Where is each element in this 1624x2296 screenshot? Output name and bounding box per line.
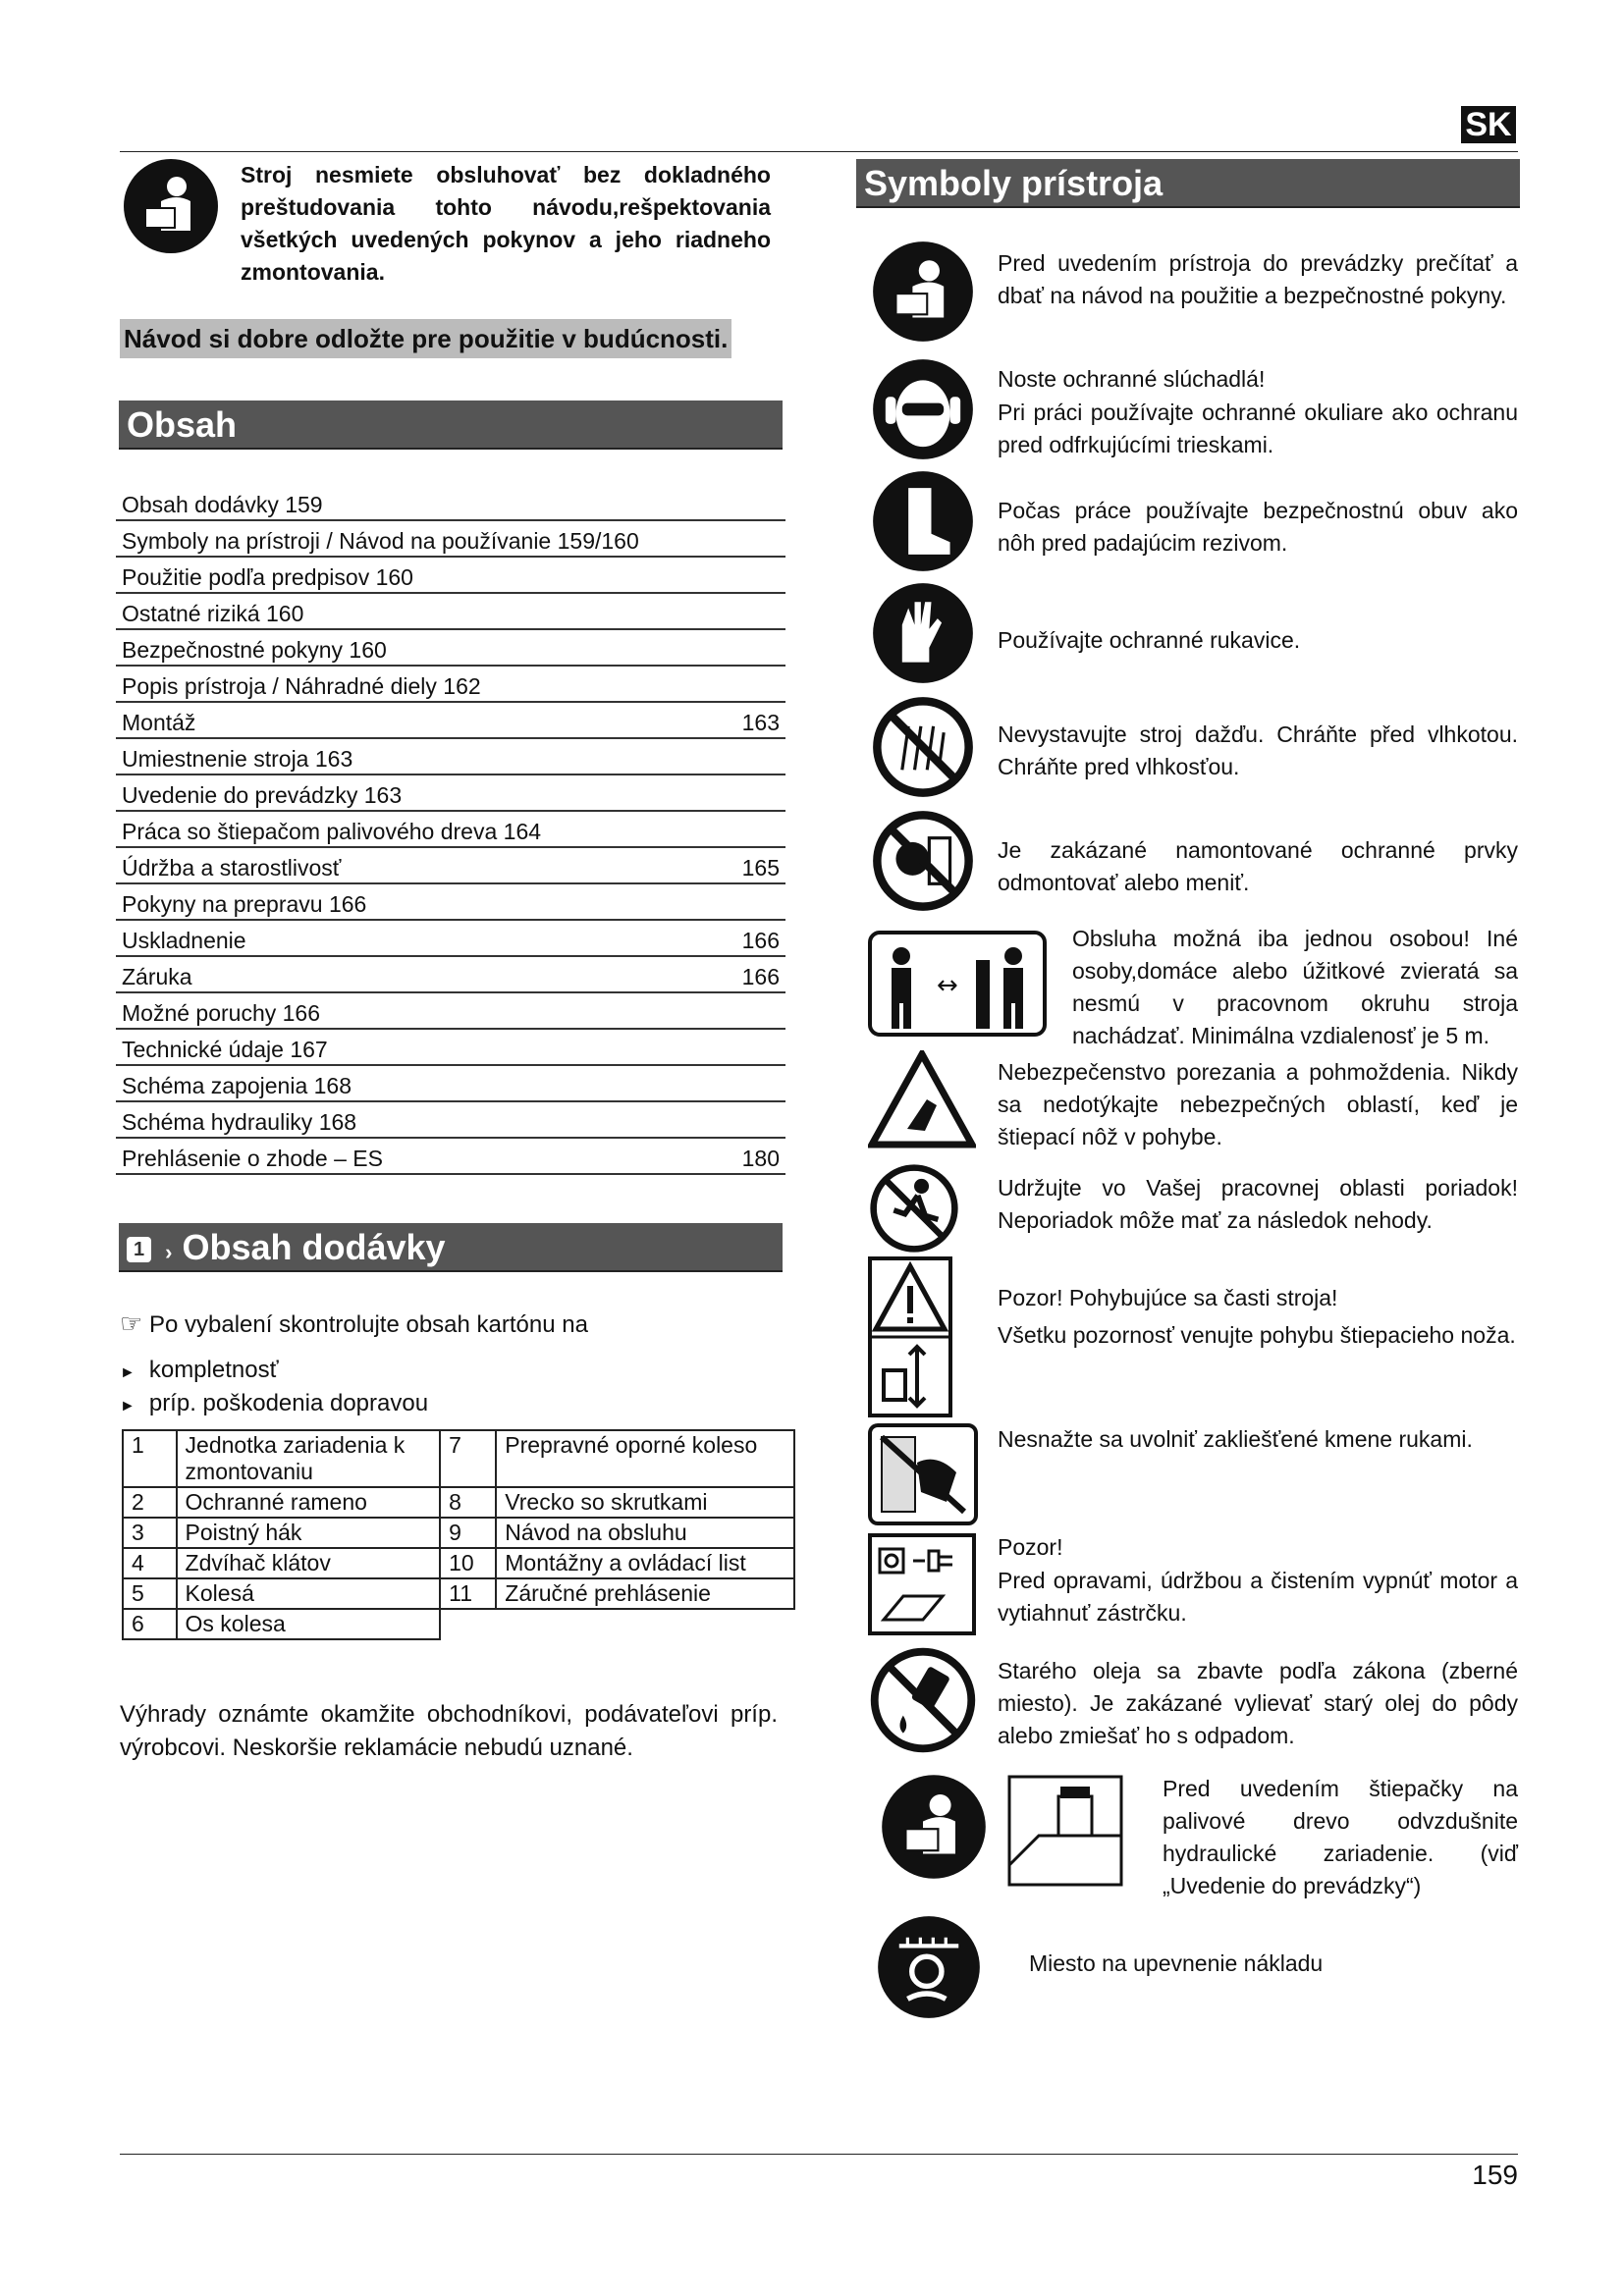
toc-entry [116, 667, 785, 703]
bullet-arrow-icon: ► [120, 1398, 135, 1415]
symbol-text-hearing: Noste ochranné slúchadlá! [998, 366, 1266, 392]
toc-entry-page: 180 [741, 1146, 780, 1171]
symbol-text-oil: Starého oleja sa zbavte podľa zákona (zberné miesto). Je zakázané vylievať starý olej do pôdy alebo zmiešať ho s odpadom. [998, 1658, 1518, 1748]
no-oil-disposal-icon [868, 1645, 978, 1755]
pointing-hand-icon: ☞ [120, 1308, 143, 1338]
symbol-text-blade-attention: Všetku pozornosť venujte pohybu štiepacieho noža. [998, 1322, 1516, 1348]
toc-entry [116, 1139, 785, 1175]
part-number-cell: 9 [440, 1518, 496, 1548]
part-name-cell [496, 1609, 794, 1639]
part-number-cell: 11 [440, 1578, 496, 1609]
symbol-text-cut-hazard: Nebezpečenstvo porezania a pohmoždenia. Nikdy sa nedotýkajte nebezpečných oblastí, keď je štiepací nôž v pohybe. [998, 1059, 1518, 1149]
part-number-cell: 3 [123, 1518, 177, 1548]
header-rule [120, 151, 1518, 152]
toc-entry [116, 521, 785, 558]
table-row [123, 1548, 794, 1578]
symbol-text-one-operator: Obsluha možná iba jednou osobou! Iné osoby,domáce alebo úžitkové zvieratá sa nesmú v pracovnom okruhu stroja nachádzať. Minimálna vzdialenosť je 5 m. [1072, 926, 1518, 1048]
no-rain-icon [871, 695, 975, 799]
toc-entry-label: Montáž [122, 710, 196, 735]
part-number-cell: 6 [123, 1609, 177, 1639]
section-number-badge: 1 [127, 1237, 151, 1262]
toc-title: Obsah [119, 400, 783, 450]
toc-entry [116, 594, 785, 630]
check-intro [120, 1308, 588, 1341]
toc-entry-label: Bezpečnostné pokyny 160 [122, 637, 387, 663]
bullet-arrow-icon: ► [120, 1364, 135, 1381]
toc-entry-page: 166 [741, 928, 780, 953]
symbol-text-lifting-point: Miesto na upevnenie nákladu [1029, 1950, 1324, 1976]
toc-entry [116, 485, 785, 521]
keep-manual-note: Návod si dobre odložte pre použitie v budúcnosti. [120, 319, 731, 358]
symbol-text-unplug: Pred opravami, údržbou a čistením vypnúť motor a vytiahnuť zástrčku. [998, 1568, 1518, 1626]
part-name-cell: Ochranné rameno [177, 1487, 441, 1518]
no-hand-stuck-log-icon [868, 1423, 978, 1525]
svg-text:↔: ↔ [937, 971, 958, 1000]
symbols-title: Symboly prístroja [856, 159, 1520, 208]
symbol-text-guards: Je zakázané namontované ochranné prvky odmontovať alebo meniť. [998, 837, 1518, 895]
toc-entry [116, 703, 785, 739]
table-row [123, 1578, 794, 1609]
toc-entry-label: Uskladnenie [122, 928, 246, 953]
part-name-cell: Kolesá [177, 1578, 441, 1609]
unplug-before-service-icon [868, 1533, 976, 1635]
gloves-icon [871, 581, 975, 685]
part-name-cell: Vrecko so skrutkami [496, 1487, 794, 1518]
table-of-contents [116, 485, 785, 1175]
footer-rule [120, 2154, 1518, 2155]
toc-entry-label: Záruka [122, 964, 192, 989]
toc-entry [116, 775, 785, 812]
part-name-cell: Prepravné oporné koleso [496, 1430, 794, 1487]
toc-entry-label: Ostatné riziká 160 [122, 601, 304, 626]
toc-entry-page: 163 [741, 710, 780, 735]
toc-entry-label: Údržba a starostlivosť [122, 855, 342, 881]
symbol-text-stuck-log: Nesnažte sa uvolniť zakliešťené kmene rukami. [998, 1426, 1473, 1452]
part-number-cell: 4 [123, 1548, 177, 1578]
symbol-text-vent-hydraulics: Pred uvedením štiepačky na palivové drevo odvzdušnite hydraulické zariadenie. (viď „Uvedenie do prevádzky“) [1163, 1776, 1518, 1898]
toc-entry [116, 630, 785, 667]
delivery-title: Obsah dodávky [182, 1227, 446, 1267]
delivery-footer-text: Výhrady oznámte okamžite obchodníkovi, podávateľovi príp. výrobcovi. Neskoršie reklamácie nebudú uznané. [120, 1701, 778, 1761]
lifting-point-icon [876, 1914, 982, 2020]
toc-entry-label: Technické údaje 167 [122, 1037, 328, 1062]
table-row [123, 1487, 794, 1518]
part-name-cell: Poistný hák [177, 1518, 441, 1548]
no-guard-removal-icon [871, 809, 975, 913]
part-name-cell: Os kolesa [177, 1609, 441, 1639]
toc-entry-label: Pokyny na prepravu 166 [122, 891, 367, 917]
toc-entry [116, 739, 785, 775]
toc-entry-page: 165 [741, 855, 780, 881]
toc-entry-label: Symboly na prístroji / Návod na používanie 159/160 [122, 528, 639, 554]
toc-entry [116, 1030, 785, 1066]
toc-entry [116, 957, 785, 993]
part-number-cell: 5 [123, 1578, 177, 1609]
symbol-text-read-manual: Pred uvedením prístroja do prevádzky prečítať a dbať na návod na použitie a bezpečnostné pokyny. [998, 250, 1518, 308]
toc-entry-label: Schéma hydrauliky 168 [122, 1109, 357, 1135]
table-row [123, 1609, 794, 1639]
part-name-cell: Jednotka zariadenia k zmontovaniu [177, 1430, 441, 1487]
toc-entry-label: Použitie podľa predpisov 160 [122, 564, 413, 590]
part-name-cell: Návod na obsluhu [496, 1518, 794, 1548]
language-badge: SK [1461, 106, 1516, 143]
chevron-right-icon: › [165, 1240, 173, 1264]
toc-entry [116, 884, 785, 921]
ear-eye-protection-icon [871, 357, 975, 461]
symbol-text-gloves: Používajte ochranné rukavice. [998, 627, 1301, 653]
toc-entry-label: Popis prístroja / Náhradné diely 162 [122, 673, 481, 699]
toc-entry-label: Možné poruchy 166 [122, 1000, 321, 1026]
toc-entry-page: 166 [741, 964, 780, 989]
check-item-2 [120, 1388, 428, 1422]
read-manual-icon [122, 157, 220, 255]
toc-entry-label: Umiestnenie stroja 163 [122, 746, 353, 772]
page-number: 159 [1472, 2160, 1518, 2190]
check-item-text: kompletnosť [148, 1357, 279, 1383]
toc-entry-label: Práca so štiepačom palivového dreva 164 [122, 819, 542, 844]
check-item-1 [120, 1355, 279, 1389]
symbol-text-tidy: Udržujte vo Vašej pracovnej oblasti poriadok! Neporiadok môže mať za následok nehody. [998, 1175, 1518, 1233]
toc-entry [116, 558, 785, 594]
delivery-title-bar [119, 1223, 783, 1272]
warning-intro-text: Stroj nesmiete obsluhovať bez dokladného preštudovania tohto návodu,rešpektovania všetkých uvedených pokynov a jeho riadneho zmontovania. [241, 162, 771, 285]
moving-parts-warning-icon [868, 1256, 952, 1417]
symbol-text-moving-parts: Pozor! Pohybujúce sa časti stroja! [998, 1285, 1338, 1310]
symbol-text-rain: Nevystavujte stroj dažďu. Chráňte před vlhkotou. Chráňte pred vlhkosťou. [998, 721, 1518, 779]
toc-entry-label: Obsah dodávky 159 [122, 492, 323, 517]
table-row [123, 1518, 794, 1548]
toc-entry [116, 848, 785, 884]
toc-entry [116, 1102, 785, 1139]
symbol-text-boots: Počas práce používajte bezpečnostnú obuv ako nôh pred padajúcim rezivom. [998, 498, 1518, 556]
safety-boots-icon [871, 469, 975, 573]
no-tripping-icon [868, 1162, 960, 1255]
toc-entry-label: Uvedenie do prevádzky 163 [122, 782, 403, 808]
one-operator-icon [868, 931, 1047, 1037]
toc-entry [116, 812, 785, 848]
toc-entry-label: Schéma zapojenia 168 [122, 1073, 352, 1098]
part-number-cell: 2 [123, 1487, 177, 1518]
table-row [123, 1430, 794, 1487]
check-intro-text: Po vybalení skontrolujte obsah kartónu na [148, 1311, 588, 1338]
hydraulic-vent-icon [1007, 1775, 1123, 1887]
part-name-cell: Montážny a ovládací list [496, 1548, 794, 1578]
toc-entry [116, 921, 785, 957]
symbol-text-goggles: Pri práci používajte ochranné okuliare ako ochranu pred odfrkujúcími trieskami. [998, 400, 1518, 457]
part-name-cell: Zdvíhač klátov [177, 1548, 441, 1578]
part-number-cell: 7 [440, 1430, 496, 1487]
parts-table [122, 1429, 795, 1640]
part-number-cell: 8 [440, 1487, 496, 1518]
symbol-text-attention: Pozor! [998, 1534, 1063, 1560]
part-number-cell [440, 1609, 496, 1639]
toc-entry [116, 1066, 785, 1102]
toc-entry [116, 993, 785, 1030]
toc-entry-label: Prehlásenie o zhode – ES [122, 1146, 383, 1171]
part-name-cell: Záručné prehlásenie [496, 1578, 794, 1609]
read-manual-icon [871, 240, 975, 344]
check-item-text: príp. poškodenia dopravou [148, 1390, 429, 1416]
read-manual-icon [880, 1773, 988, 1881]
part-number-cell: 1 [123, 1430, 177, 1487]
cut-hazard-triangle-icon [868, 1050, 976, 1148]
part-number-cell: 10 [440, 1548, 496, 1578]
